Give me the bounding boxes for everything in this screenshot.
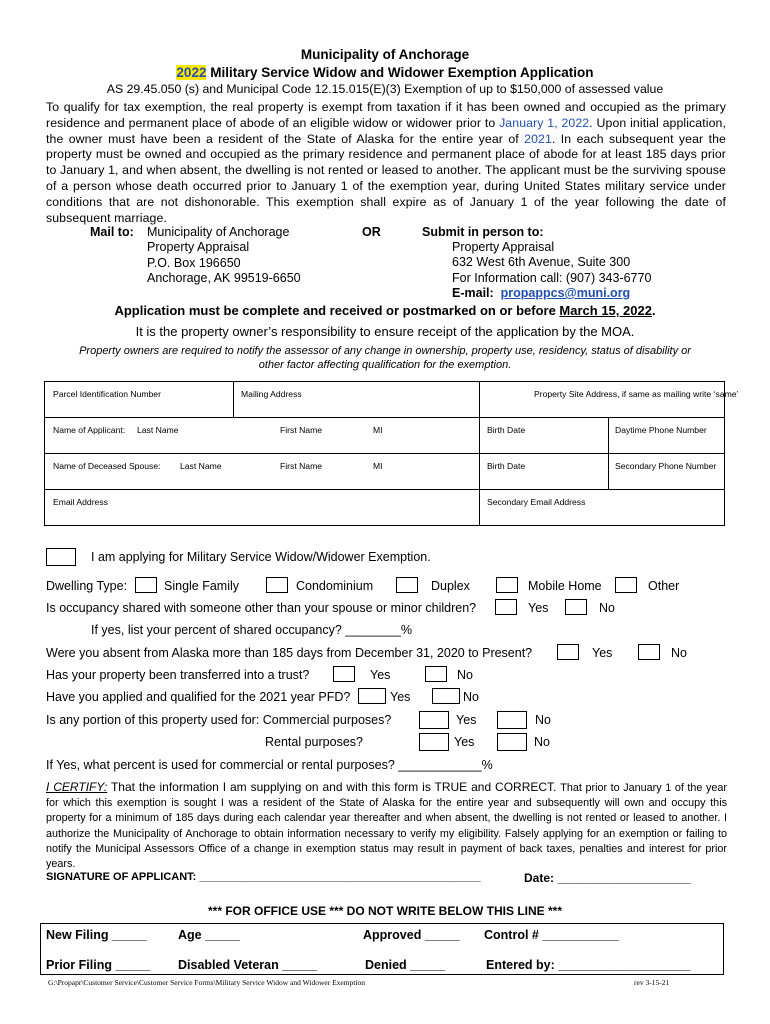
shared-no-checkbox[interactable] (565, 599, 587, 615)
office-use-header: *** FOR OFFICE USE *** DO NOT WRITE BELOW THIS LINE *** (207, 904, 563, 918)
secondary-phone-field[interactable]: Secondary Phone Number (615, 461, 717, 471)
applicant-name-field[interactable]: Name of Applicant: Last Name First Name MI (53, 425, 383, 435)
commercial-question: Is any portion of this property used for: Commercial purposes? (46, 713, 392, 727)
shared-yes-checkbox[interactable] (495, 599, 517, 615)
rental-yes-label: Yes (454, 735, 475, 749)
form-year: 2022 (176, 65, 207, 80)
pfd-yes-label: Yes (390, 690, 411, 704)
certification-paragraph: I CERTIFY: That the information I am supplying on and with this form is TRUE and CORRECT. That prior to January 1 of the year for which this exemption is sought I was a resident of the State of Alaska for the entire year and subsequently will own and occupy this property for a minimum of 185 days during each calendar year thereafter and when absent, the dwelling is not rented or leased to another. I authorize the Municipality of Anchorage to obtain information necessary to verify my eligibility. Falsely applying for an exemption or failing to notify the Municipal Assessors Office of a change in exemption status may result in payment of back taxes, penalties and interest for prior years. (46, 780, 727, 871)
notice-line-2: other factor affecting qualification for the exemption. (258, 359, 512, 371)
secondary-email-field[interactable]: Secondary Email Address (487, 497, 586, 507)
absent-no-checkbox[interactable] (638, 644, 660, 660)
shared-no-label: No (599, 601, 615, 615)
new-filing-field: New Filing _____ (46, 928, 147, 942)
pfd-yes-checkbox[interactable] (358, 688, 386, 704)
parcel-field[interactable]: Parcel Identification Number (53, 389, 161, 399)
applying-checkbox[interactable] (46, 548, 76, 566)
duplex-label: Duplex (431, 579, 470, 593)
rental-yes-checkbox[interactable] (419, 733, 449, 751)
spouse-birth-date-field[interactable]: Birth Date (487, 461, 526, 471)
commercial-percent-question: If Yes, what percent is used for commercial or rental purposes? ____________% (46, 758, 493, 772)
dwelling-type-label: Dwelling Type: (46, 579, 128, 593)
entered-by-field: Entered by: ___________________ (486, 958, 691, 972)
trust-yes-label: Yes (370, 668, 391, 682)
form-title: Municipality of Anchorage (300, 47, 470, 62)
pfd-question: Have you applied and qualified for the 2021 year PFD? (46, 690, 351, 704)
mail-address: Municipality of Anchorage Property Appraisal P.O. Box 196650 Anchorage, AK 99519-6650 (147, 225, 301, 285)
shared-percent-question: If yes, list your percent of shared occupancy? ________% (91, 623, 413, 637)
mailing-address-field[interactable]: Mailing Address (241, 389, 302, 399)
approved-field: Approved _____ (363, 928, 460, 942)
applicant-birth-date-field[interactable]: Birth Date (487, 425, 526, 435)
intro-paragraph: To qualify for tax exemption, the real property is exempt from taxation if it has been owned and occupied as the primary residence and permanent place of abode of an eligible widow or widower prior to January 1, 2022. Upon initial application, the owner must have been a resident of the State of Alaska for the entire year of 2021. In each subsequent year the property must be owned and occupied as the primary residence and permanent place of abode for at least 185 days prior to January 1, and when absent, the dwelling is not rented or leased to another. The applicant must be the surviving spouse of a person whose death occurred prior to January 1 of the exemption year, during United States military service under conditions that are not dishonorable. This exemption shall expire as of January 1 of the year following the date of subsequent marriage. (46, 100, 726, 225)
single-family-label: Single Family (164, 579, 240, 593)
form-subtitle: 2022 Military Service Widow and Widower Exemption Application (176, 65, 594, 80)
denied-field: Denied _____ (365, 958, 445, 972)
email-field[interactable]: Email Address (53, 497, 108, 507)
mobile-home-checkbox[interactable] (496, 577, 518, 593)
prior-filing-field: Prior Filing _____ (46, 958, 151, 972)
or-label: OR (362, 225, 381, 239)
condominium-checkbox[interactable] (266, 577, 288, 593)
footer-revision: rev 3-15-21 (634, 978, 670, 987)
responsibility-text: It is the property owner’s responsibility to ensure receipt of the application by the MOA. (135, 324, 635, 339)
duplex-checkbox[interactable] (396, 577, 418, 593)
daytime-phone-field[interactable]: Daytime Phone Number (615, 425, 707, 435)
trust-no-checkbox[interactable] (425, 666, 447, 682)
disabled-veteran-field: Disabled Veteran _____ (178, 958, 317, 972)
trust-question: Has your property been transferred into a trust? (46, 668, 310, 682)
deceased-spouse-name-field[interactable]: Name of Deceased Spouse: Last Name First Name MI (53, 461, 383, 471)
mobile-home-label: Mobile Home (528, 579, 602, 593)
commercial-yes-label: Yes (456, 713, 477, 727)
notice-line-1: Property owners are required to notify the assessor of any change in ownership, property use, residency, status of disability or (79, 345, 691, 357)
mail-to-label: Mail to: (90, 225, 134, 239)
applying-label: I am applying for Military Service Widow/Widower Exemption. (91, 550, 431, 564)
in-person-address: Property Appraisal 632 West 6th Avenue, Suite 300 For Information call: (907) 343-6770 E-mail: propappcs@muni.org (452, 240, 652, 300)
absent-yes-label: Yes (592, 646, 613, 660)
signature-line[interactable]: SIGNATURE OF APPLICANT: ______________________________________________ (46, 871, 481, 883)
absent-yes-checkbox[interactable] (557, 644, 579, 660)
applicant-info-table (44, 381, 739, 526)
single-family-checkbox[interactable] (135, 577, 157, 593)
rental-no-label: No (534, 735, 550, 749)
rental-no-checkbox[interactable] (497, 733, 527, 751)
age-field: Age _____ (178, 928, 240, 942)
commercial-no-label: No (535, 713, 551, 727)
shared-yes-label: Yes (528, 601, 549, 615)
other-label: Other (648, 579, 680, 593)
control-number-field: Control # ___________ (484, 928, 619, 942)
other-checkbox[interactable] (615, 577, 637, 593)
date-line[interactable]: Date: ____________________ (524, 871, 691, 885)
trust-no-label: No (457, 668, 473, 682)
shared-occupancy-question: Is occupancy shared with someone other than your spouse or minor children? (46, 601, 477, 615)
rental-question: Rental purposes? (265, 735, 363, 749)
absent-no-label: No (671, 646, 687, 660)
commercial-no-checkbox[interactable] (497, 711, 527, 729)
commercial-yes-checkbox[interactable] (419, 711, 449, 729)
absent-question: Were you absent from Alaska more than 185 days from December 31, 2020 to Present? (46, 646, 533, 660)
pfd-no-checkbox[interactable] (432, 688, 460, 704)
trust-yes-checkbox[interactable] (333, 666, 355, 682)
submit-in-person-label: Submit in person to: (422, 225, 544, 239)
site-address-field[interactable]: Property Site Address, if same as mailing write ‘same’ (534, 389, 739, 399)
condominium-label: Condominium (296, 579, 374, 593)
statute-line: AS 29.45.050 (s) and Municipal Code 12.15.015(E)(3) Exemption of up to $150,000 of assessed value (106, 82, 664, 96)
footer-path: G:\Propapr\Customer Service\Customer Service Forms\Military Service Widow and Widower Exemption (48, 978, 365, 987)
deadline-text: Application must be complete and received or postmarked on or before March 15, 2022. (114, 303, 656, 318)
pfd-no-label: No (463, 690, 479, 704)
email-link[interactable]: propappcs@muni.org (500, 285, 631, 300)
